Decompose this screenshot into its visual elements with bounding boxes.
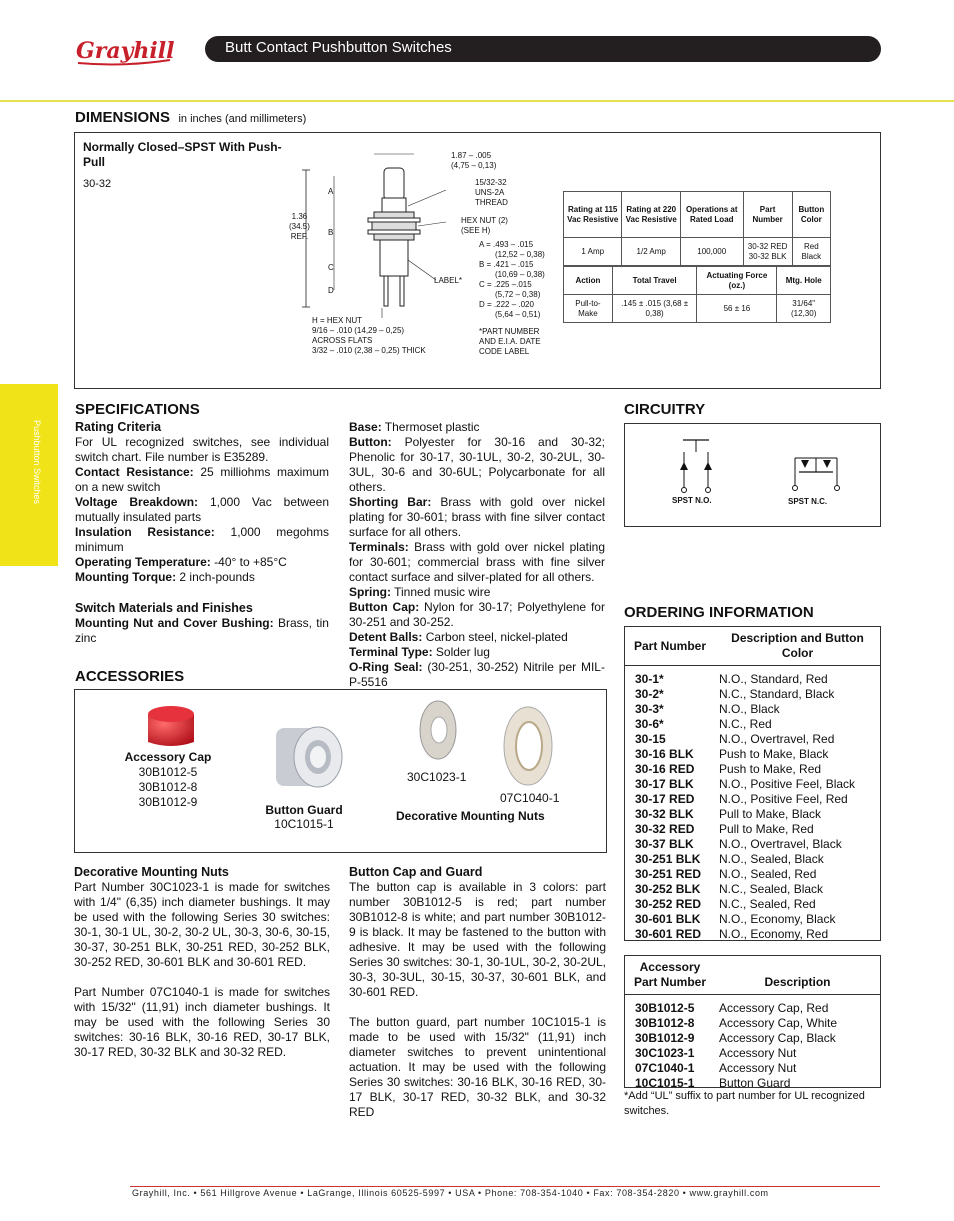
part-number: 30-17 RED: [635, 792, 695, 806]
nut-07c1040-image: [500, 704, 556, 793]
cap-guard-section: Button Cap and Guard The button cap is available in 3 colors: part number 30B1012-5 is red; part number 30B1012-8 is white; and part number 30B1012-9 is black. It may be fastened to the button with adhesive. It may be used with the following Series 30 switches: 30-1, 30-1UL, 30-2, 30-2UL, 30-3, 30-3UL, 30-15, 30-37, 30-601 BLK, and 30-601 RED. The button guard, part number 10C1015-1 is made to be used with 15/32" (11,91) inch diameter switches to prevent unintentional actuation. It may be used with the following Series 30 switches: 30-16 BLK, 30-16 RED, 30-17 BLK, 30-17 RED, 30-32 BLK, and 30-32 RED: [349, 865, 606, 1119]
dimensions-subheading: in inches (and millimeters): [178, 113, 307, 125]
part-description: N.O., Positive Feel, Black: [719, 777, 856, 791]
part-description: N.C., Sealed, Black: [719, 882, 824, 896]
table-row: [625, 666, 880, 688]
part-description: N.O., Economy, Black: [719, 912, 836, 926]
circuitry-box: [624, 423, 881, 527]
dim-values: A = .493 – .015 (12,52 – 0,38) B = .421 – .015 (10,69 – 0,38) C = .225 –.015 (5,72 – 0,38) D = .222 – .020 (5,64 – 0,51): [479, 240, 545, 319]
ordering-heading: ORDERING INFORMATION: [624, 604, 814, 621]
part-number: 30-32 BLK: [635, 807, 694, 821]
dimensions-heading: DIMENSIONS in inches (and millimeters): [75, 109, 307, 126]
part-number: 30-252 BLK: [635, 882, 701, 896]
dim-label-b: B: [328, 228, 334, 237]
action-table: Action Total Travel Actuating Force (oz.) Mtg. Hole Pull-to-Make .145 ± .015 (3,68 ± 0,38) 56 ± 16 31/64" (12,30): [563, 266, 831, 323]
table-row: [625, 702, 880, 717]
table-row: [625, 687, 880, 702]
part-description: N.O., Overtravel, Black: [719, 837, 842, 851]
dim-label-c: C: [328, 263, 334, 272]
table-row: [625, 822, 880, 837]
ordering-desc-header: Description and Button Color: [715, 627, 880, 666]
part-number: 30-3*: [635, 702, 664, 716]
part-number: 30B1012-9: [635, 1031, 695, 1045]
table-row: [625, 927, 880, 942]
part-description: Push to Make, Red: [719, 762, 822, 776]
ordering-part-header: Part Number: [625, 627, 715, 666]
part-description: N.O., Economy, Red: [719, 927, 829, 941]
label-callout: LABEL*: [434, 276, 463, 285]
logo-text: Grayhill: [76, 38, 174, 64]
table-row: [625, 867, 880, 882]
side-tab-label: Pushbutton Switches: [32, 420, 42, 505]
specifications-heading: SPECIFICATIONS: [75, 401, 200, 418]
accessory-cap-caption: Accessory Cap 30B1012-5 30B1012-8 30B1012-9: [124, 750, 212, 809]
part-number: 10C1015-1: [635, 1076, 695, 1090]
part-description: N.O., Overtravel, Red: [719, 732, 835, 746]
part-description: Pull to Make, Black: [719, 807, 822, 821]
hex-nut-callout: HEX NUT (2) (SEE H): [461, 216, 508, 235]
table-row: [625, 1016, 880, 1031]
part-number: 30-601 RED: [635, 927, 702, 941]
dim-label-a: A: [328, 187, 334, 196]
page-title: Butt Contact Pushbutton Switches: [225, 39, 452, 56]
accessory-desc-header: Description: [715, 956, 880, 995]
part-number: 30-2*: [635, 687, 664, 701]
table-row: [625, 747, 880, 762]
spst-nc-label: SPST N.C.: [788, 497, 828, 506]
part-description: Pull to Make, Red: [719, 822, 814, 836]
table-row: [625, 1061, 880, 1076]
nut-30c1023-image: [414, 699, 462, 766]
part-number: 07C1040-1: [635, 1061, 695, 1075]
part-number: 30C1023-1: [635, 1046, 695, 1060]
accessory-part-table: [625, 956, 880, 1091]
side-tab: [0, 384, 58, 566]
ordering-table: [625, 627, 880, 942]
dec-nuts-section: Decorative Mounting Nuts Part Number 30C1023-1 is made for switches with 1/4" (6,35) inch diameter bushings. It may be used with the following Series 30 switches: 30-1, 30-1 UL, 30-2, 30-2 UL, 30-3, 30-6, 30-15, 30-37, 30-251 BLK, 30-251 RED, 30-252 BLK, 30-252 RED, 30-601 BLK and 30-601 RED. Part Number 07C1040-1 is made for switches with 15/32" (11,91) inch diameter bushings. It may be used with the following Series 30 switches: 30-16 BLK, 30-16 RED, 30-17 BLK, 30-17 RED, 30-32 BLK and 30-32 RED.: [74, 865, 330, 1059]
part-number: 30-251 RED: [635, 867, 702, 881]
part-number: 30-1*: [635, 672, 664, 686]
part-description: N.O., Sealed, Red: [719, 867, 817, 881]
part-number: 30-16 RED: [635, 762, 695, 776]
part-number: 30-16 BLK: [635, 747, 694, 761]
footer-divider: [130, 1186, 880, 1187]
hex-nut-note: H = HEX NUT 9/16 – .010 (14,29 – 0,25) ACROSS FLATS 3/32 – .010 (2,38 – 0,25) THICK: [312, 316, 426, 355]
table-row: [625, 777, 880, 792]
part-number: 30-37 BLK: [635, 837, 694, 851]
nut-30c1023-caption: 30C1023-1: [407, 770, 467, 784]
circuit-diagram: [625, 424, 880, 526]
accessory-cap-image: [146, 700, 196, 755]
button-guard-caption: Button Guard 10C1015-1: [265, 803, 343, 831]
rating-table: Rating at 115 Vac Resistive Rating at 220 Vac Resistive Operations at Rated Load Part Number Button Color 1 Amp 1/2 Amp 100,000 30-32 RED 30-32 BLK Red Black: [563, 191, 831, 266]
part-description: Accessory Nut: [719, 1061, 797, 1075]
table-row: [625, 912, 880, 927]
diagram-model: 30-32: [83, 178, 112, 190]
part-number: 30-17 BLK: [635, 777, 694, 791]
switch-drawing: [296, 150, 476, 325]
grayhill-logo: [74, 30, 174, 75]
part-number: 30B1012-5: [635, 1001, 695, 1015]
specs-col-1: Rating Criteria For UL recognized switches, see individual switch chart. File number is E35289. Contact Resistance: 25 milliohms maximum on a new switch Voltage Breakdown: 1,000 Vac between mutually insulated parts Insulation Resistance: 1,000 megohms minimum Operating Temperature: -40° to +85°C Mounting Torque: 2 inch-pounds Switch Materials and Finishes Mounting Nut and Cover Bushing: Brass, tin zinc: [75, 420, 330, 645]
part-description: Accessory Cap, Black: [719, 1031, 836, 1045]
part-description: N.C., Sealed, Red: [719, 897, 816, 911]
part-description: N.O., Sealed, Black: [719, 852, 824, 866]
table-row: [625, 882, 880, 897]
table-row: [625, 717, 880, 732]
part-description: N.C., Standard, Black: [719, 687, 835, 701]
part-number: 30B1012-8: [635, 1016, 695, 1030]
specs-col-2: Base: Thermoset plastic Button: Polyester for 30-16 and 30-32; Phenolic for 30-17, 30-1UL, 30-2, 30-2UL, 30-3UL, 30-6 and 30-6UL; Polycarbonate for all others. Shorting Bar: Brass with gold over nickel plating for 30-601; brass with fine silver contact surface for all others. Terminals: Brass with gold over nickel plating for 30-601; commercial brass with fine silver contact surface and silver-plated for all others. Spring: Tinned music wire Button Cap: Nylon for 30-17; Polyethylene for 30-251 and 30-252. Detent Balls: Carbon steel, nickel-plated Terminal Type: Solder lug O-Ring Seal: (30-251, 30-252) Nitrile per MIL-P-5516: [349, 420, 605, 689]
accessory-table-box: [624, 955, 881, 1088]
table-row: [625, 995, 880, 1017]
table-row: [625, 762, 880, 777]
table-row: [625, 837, 880, 852]
part-number: 30-15: [635, 732, 666, 746]
table-row: [625, 1031, 880, 1046]
table-row: [625, 792, 880, 807]
ordering-box: [624, 626, 881, 941]
dim-label-d: D: [328, 286, 334, 295]
table-row: [625, 807, 880, 822]
overall-dim: 1.36 (34.5) REF.: [289, 212, 310, 241]
top-dim: 1.87 – .005 (4,75 – 0,13): [451, 151, 497, 170]
table-row: [625, 1046, 880, 1061]
part-number: 30-252 RED: [635, 897, 702, 911]
footer-contact: Grayhill, Inc. • 561 Hillgrove Avenue • LaGrange, Illinois 60525-5997 • USA • Phone: 708-354-1040 • Fax: 708-354-2820 • www.grayhill.com: [132, 1188, 769, 1198]
part-description: Push to Make, Black: [719, 747, 829, 761]
ul-suffix-note: *Add “UL” suffix to part number for UL recognized switches.: [624, 1090, 865, 1117]
part-description: N.O., Black: [719, 702, 780, 716]
accessories-heading: ACCESSORIES: [75, 668, 185, 685]
part-description: N.O., Positive Feel, Red: [719, 792, 848, 806]
part-number: 30-32 RED: [635, 822, 695, 836]
header-divider: [0, 100, 954, 102]
spst-no-label: SPST N.O.: [672, 496, 712, 505]
part-number: 30-6*: [635, 717, 664, 731]
accessory-part-header: Accessory Part Number: [625, 956, 715, 995]
part-description: N.C., Red: [719, 717, 772, 731]
circuitry-heading: CIRCUITRY: [624, 401, 706, 418]
part-number: 30-601 BLK: [635, 912, 701, 926]
diagram-title: Normally Closed–SPST With Push-Pull: [83, 140, 282, 169]
part-description: Accessory Cap, White: [719, 1016, 838, 1030]
part-description: Button Guard: [719, 1076, 791, 1090]
decorative-nuts-caption: Decorative Mounting Nuts: [396, 809, 545, 823]
part-description: Accessory Cap, Red: [719, 1001, 829, 1015]
nut-07c1040-caption: 07C1040-1: [500, 791, 560, 805]
table-row: [625, 732, 880, 747]
thread-spec: 15/32-32 UNS-2A THREAD: [475, 178, 508, 207]
part-description: N.O., Standard, Red: [719, 672, 828, 686]
part-number: 30-251 BLK: [635, 852, 701, 866]
table-row: [625, 897, 880, 912]
part-description: Accessory Nut: [719, 1046, 797, 1060]
part-label-note: *PART NUMBER AND E.I.A. DATE CODE LABEL: [479, 327, 541, 356]
table-row: [625, 852, 880, 867]
button-guard-image: [272, 718, 346, 799]
